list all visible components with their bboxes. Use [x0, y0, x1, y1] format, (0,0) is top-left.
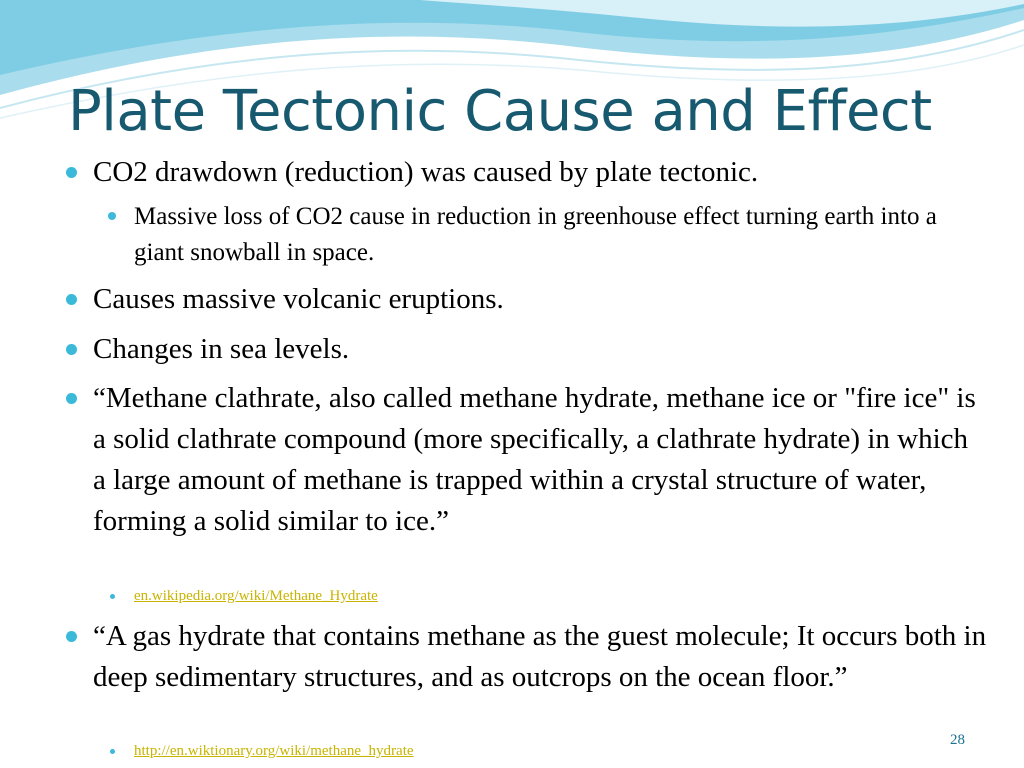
bullet-gas-hydrate: “A gas hydrate that contains methane as the guest molecule; It occurs both in deep sedimentary structures, and as outcrops on the ocean floor.” — [93, 620, 987, 693]
small-bullet-dot-icon — [110, 749, 115, 754]
sub-bullet-co2-loss: Massive loss of CO2 cause in reduction in greenhouse effect turning earth into a giant snowball in space. — [134, 203, 937, 266]
bullet-volcanic: Causes massive volcanic eruptions. — [93, 283, 504, 315]
bullet-dot-icon — [66, 631, 77, 642]
sub-bullet-dot-icon — [108, 212, 116, 220]
bullet-dot-icon — [66, 393, 77, 404]
bullet-co2-drawdown: CO2 drawdown (reduction) was caused by plate tectonic. — [93, 156, 759, 188]
bullet-methane-clathrate: “Methane clathrate, also called methane hydrate, methane ice or "fire ice" is a solid clathrate compound (more specifically, a clathrate hydrate) in which a large amount of methane is trapped within a crystal structure of water, forming a solid similar to ice.” — [93, 382, 976, 537]
small-bullet-dot-icon — [110, 594, 115, 599]
bullet-sea-levels: Changes in sea levels. — [93, 333, 350, 365]
wiktionary-link[interactable]: http://en.wiktionary.org/wiki/methane_hydrate — [134, 743, 414, 759]
bullet-dot-icon — [66, 344, 77, 355]
bullet-dot-icon — [66, 167, 77, 178]
slide-title: Plate Tectonic Cause and Effect — [68, 79, 932, 144]
bullet-dot-icon — [66, 294, 77, 305]
wikipedia-link[interactable]: en.wikipedia.org/wiki/Methane_Hydrate — [134, 588, 378, 604]
page-number: 28 — [950, 732, 965, 748]
